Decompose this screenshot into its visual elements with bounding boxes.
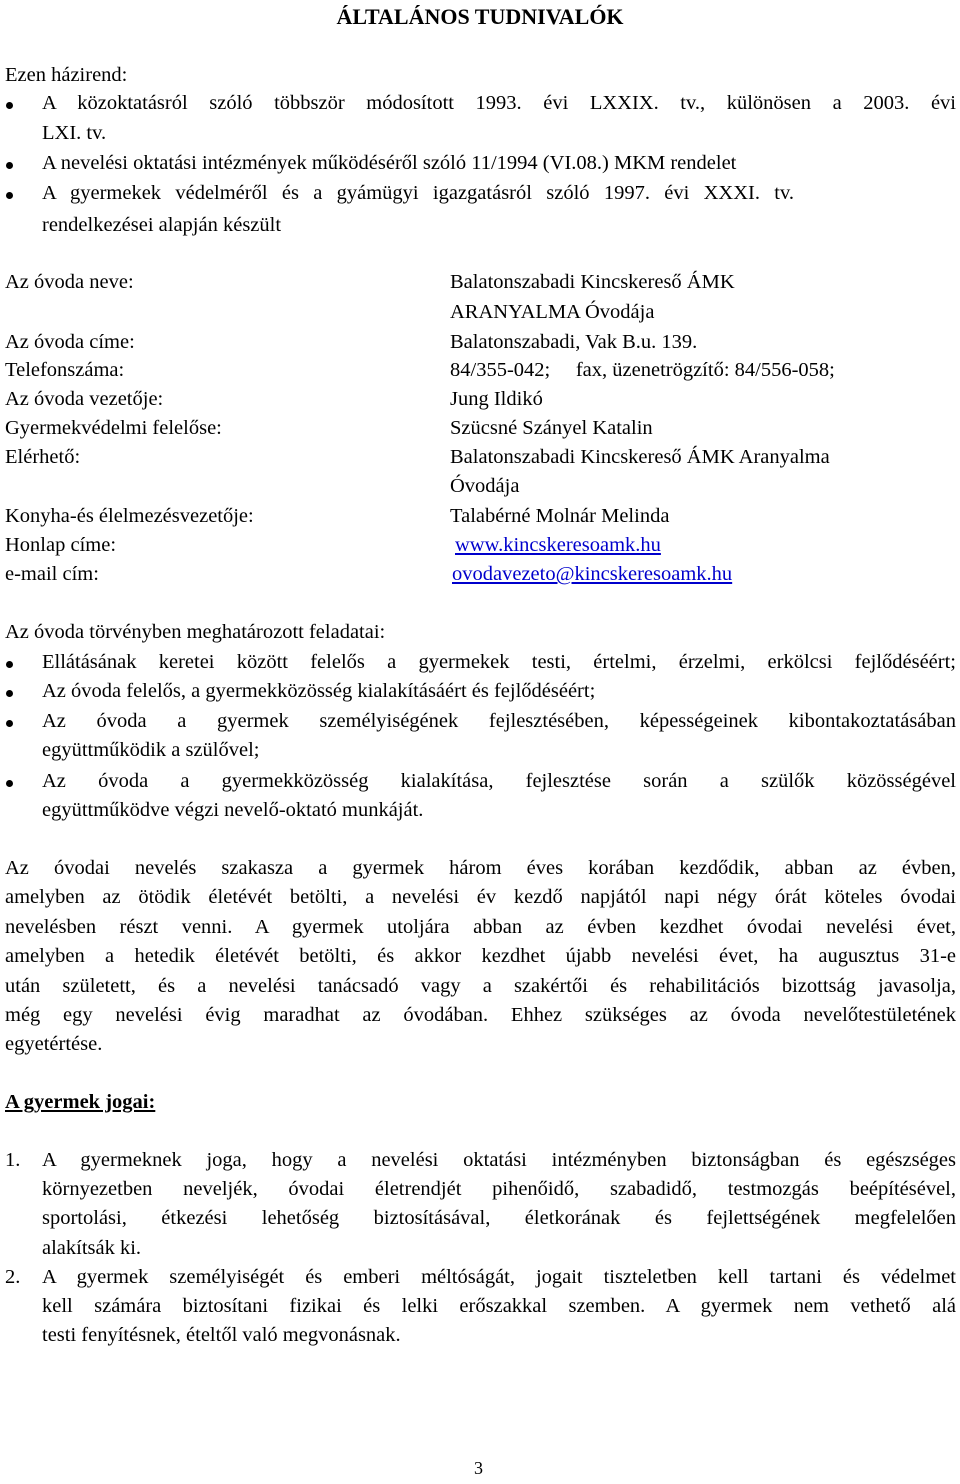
child-protection-label: Gyermekvédelmi felelőse: (5, 417, 222, 439)
right-line: környezetben neveljék, óvodai életrendjét pihenőidő, szabadidő, testmozgás beépítésével, (42, 1178, 956, 1200)
email-label: e-mail cím: (5, 563, 99, 585)
right-line: kell számára biztosítani fizikai és lelki erőszakkal szemben. A gyermek nem vethető alá (42, 1295, 956, 1317)
website-label: Honlap címe: (5, 534, 117, 556)
list-number: 2. (5, 1266, 21, 1288)
task-line: Az óvoda felelős, a gyermekközösség kialakításáért és fejlődéséért; (42, 680, 596, 702)
kitchen-value: Talabérné Molnár Melinda (450, 505, 670, 527)
law-line: A nevelési oktatási intézmények működéséről szóló 11/1994 (VI.08.) MKM rendelet (42, 152, 737, 174)
task-line: együttműködve végzi nevelő-oktató munkáját. (42, 799, 424, 821)
right-line: A gyermeknek joga, hogy a nevelési oktatási intézményben biztonságban és egészséges (42, 1149, 956, 1171)
bullet-icon (6, 690, 13, 697)
law-line: rendelkezései alapján készült (42, 214, 282, 236)
reach-value: Balatonszabadi Kincskereső ÁMK Aranyalma (450, 446, 830, 468)
website-link[interactable]: www.kincskeresoamk.hu (455, 534, 661, 556)
right-line: alakítsák ki. (42, 1237, 142, 1259)
paragraph-line: nevelésben részt venni. A gyermek utoljára abban az évben kezdhet óvodai nevelési évet, (5, 916, 956, 938)
paragraph-line: után született, és a nevelési tanácsadó vagy a szakértői és rehabilitációs bizottság javasolja, (5, 975, 956, 997)
kitchen-label: Konyha-és élelmezésvezetője: (5, 505, 254, 527)
bullet-icon (6, 661, 13, 668)
page-title: ÁLTALÁNOS TUDNIVALÓK (336, 4, 624, 29)
law-line: A gyermekek védelméről és a gyámügyi igazgatásról szóló 1997. évi XXXI. tv. (42, 182, 794, 204)
reach-value: Óvodája (450, 475, 520, 497)
right-line: A gyermek személyiségét és emberi méltóságát, jogait tiszteletben kell tartani és védelmet (42, 1266, 956, 1288)
intro-text: Ezen házirend: (5, 64, 128, 86)
paragraph-line: egyetértése. (5, 1033, 103, 1055)
task-line: Ellátásának keretei között felelős a gyermekek testi, értelmi, érzelmi, erkölcsi fejlődéséért; (42, 651, 956, 673)
paragraph-line: amelyben az ötödik életévét betölti, a nevelési év kezdő napjától napi négy órát köteles óvodai (5, 886, 956, 908)
name-value: Balatonszabadi Kincskereső ÁMK (450, 271, 735, 293)
address-value: Balatonszabadi, Vak B.u. 139. (450, 331, 698, 353)
paragraph-line: amelyben a hetedik életévét betölti, és akkor kezdhet újabb nevelési évet, ha augusztus 31-e (5, 945, 956, 967)
task-line: Az óvoda a gyermek személyiségének fejlesztésében, képességeinek kibontakoztatásában (42, 710, 956, 732)
bullet-icon (6, 162, 13, 169)
name-value: ARANYALMA Óvodája (450, 301, 655, 323)
bullet-icon (6, 780, 13, 787)
paragraph-line: még egy nevelési évig maradhat az óvodában. Ehhez szükséges az óvoda nevelőtestületének (5, 1004, 956, 1026)
name-label: Az óvoda neve: (5, 271, 134, 293)
paragraph-line: Az óvodai nevelés szakasza a gyermek három éves korában kezdődik, abban az évben, (5, 857, 956, 879)
page-number: 3 (474, 1458, 483, 1478)
phone-value: 84/355-042; fax, üzenetrögzítő: 84/556-058; (450, 359, 835, 381)
bullet-icon (6, 192, 13, 199)
task-line: Az óvoda a gyermekközösség kialakítása, fejlesztése során a szülők közösségével (42, 770, 956, 792)
rights-heading: A gyermek jogai: (5, 1091, 156, 1113)
phone-label: Telefonszáma: (5, 359, 125, 381)
task-line: együttműködik a szülővel; (42, 739, 260, 761)
tasks-intro: Az óvoda törvényben meghatározott feladatai: (5, 621, 386, 643)
right-line: sportolási, étkezési lehetőség biztosításával, életkorának és fejlettségének megfelelően (42, 1207, 956, 1229)
bullet-icon (6, 720, 13, 727)
head-label: Az óvoda vezetője: (5, 388, 164, 410)
law-line: LXI. tv. (42, 122, 107, 144)
email-link[interactable]: ovodavezeto@kincskeresoamk.hu (452, 563, 733, 585)
child-protection-value: Szücsné Szányel Katalin (450, 417, 653, 439)
head-value: Jung Ildikó (450, 388, 543, 410)
law-line: A közoktatásról szóló többször módosított 1993. évi LXXIX. tv., különösen a 2003. évi (42, 92, 956, 114)
list-number: 1. (5, 1149, 21, 1171)
reach-label: Elérhető: (5, 446, 81, 468)
bullet-icon (6, 102, 13, 109)
right-line: testi fenyítésnek, ételtől való megvonásnak. (42, 1324, 401, 1346)
address-label: Az óvoda címe: (5, 331, 135, 353)
